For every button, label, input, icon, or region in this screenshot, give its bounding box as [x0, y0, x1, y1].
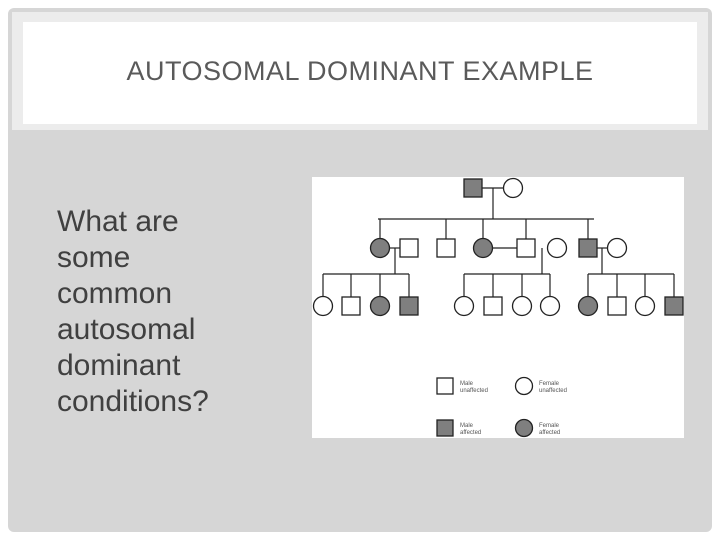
legend-male-symbol — [437, 378, 453, 394]
legend-label: Male — [460, 423, 474, 429]
legend-female-symbol — [516, 420, 533, 437]
female-symbol — [579, 297, 598, 316]
male-symbol — [342, 297, 360, 315]
female-symbol — [371, 297, 390, 316]
legend-label: Male — [460, 381, 474, 387]
male-symbol — [665, 297, 683, 315]
male-symbol — [484, 297, 502, 315]
male-symbol — [400, 297, 418, 315]
female-symbol — [474, 239, 493, 258]
female-symbol — [455, 297, 474, 316]
female-symbol — [636, 297, 655, 316]
legend-label: Female — [539, 381, 560, 387]
male-symbol — [608, 297, 626, 315]
slide-title: AUTOSOMAL DOMINANT EXAMPLE — [126, 56, 594, 86]
male-symbol — [579, 239, 597, 257]
female-symbol — [608, 239, 627, 258]
body-text — [57, 204, 287, 420]
body-line: some — [57, 241, 131, 274]
legend-label: affected — [539, 430, 561, 436]
body-line: What are — [57, 205, 179, 238]
female-symbol — [314, 297, 333, 316]
body-line: autosomal — [57, 313, 196, 346]
title-box — [23, 22, 697, 124]
female-symbol — [548, 239, 567, 258]
legend-label: affected — [460, 430, 482, 436]
female-symbol — [371, 239, 390, 258]
legend-male-symbol — [437, 420, 453, 436]
female-symbol — [541, 297, 560, 316]
pedigree-chart — [312, 177, 684, 438]
legend-label: unaffected — [539, 388, 567, 394]
body-line: dominant — [57, 349, 181, 382]
male-symbol — [517, 239, 535, 257]
pedigree-svg — [312, 177, 684, 438]
male-symbol — [464, 179, 482, 197]
body-line: common — [57, 277, 173, 310]
legend-label: unaffected — [460, 388, 488, 394]
male-symbol — [400, 239, 418, 257]
female-symbol — [504, 179, 523, 198]
male-symbol — [437, 239, 455, 257]
female-symbol — [513, 297, 532, 316]
body-line: conditions? — [57, 385, 209, 418]
legend-label: Female — [539, 423, 560, 429]
legend-female-symbol — [516, 378, 533, 395]
